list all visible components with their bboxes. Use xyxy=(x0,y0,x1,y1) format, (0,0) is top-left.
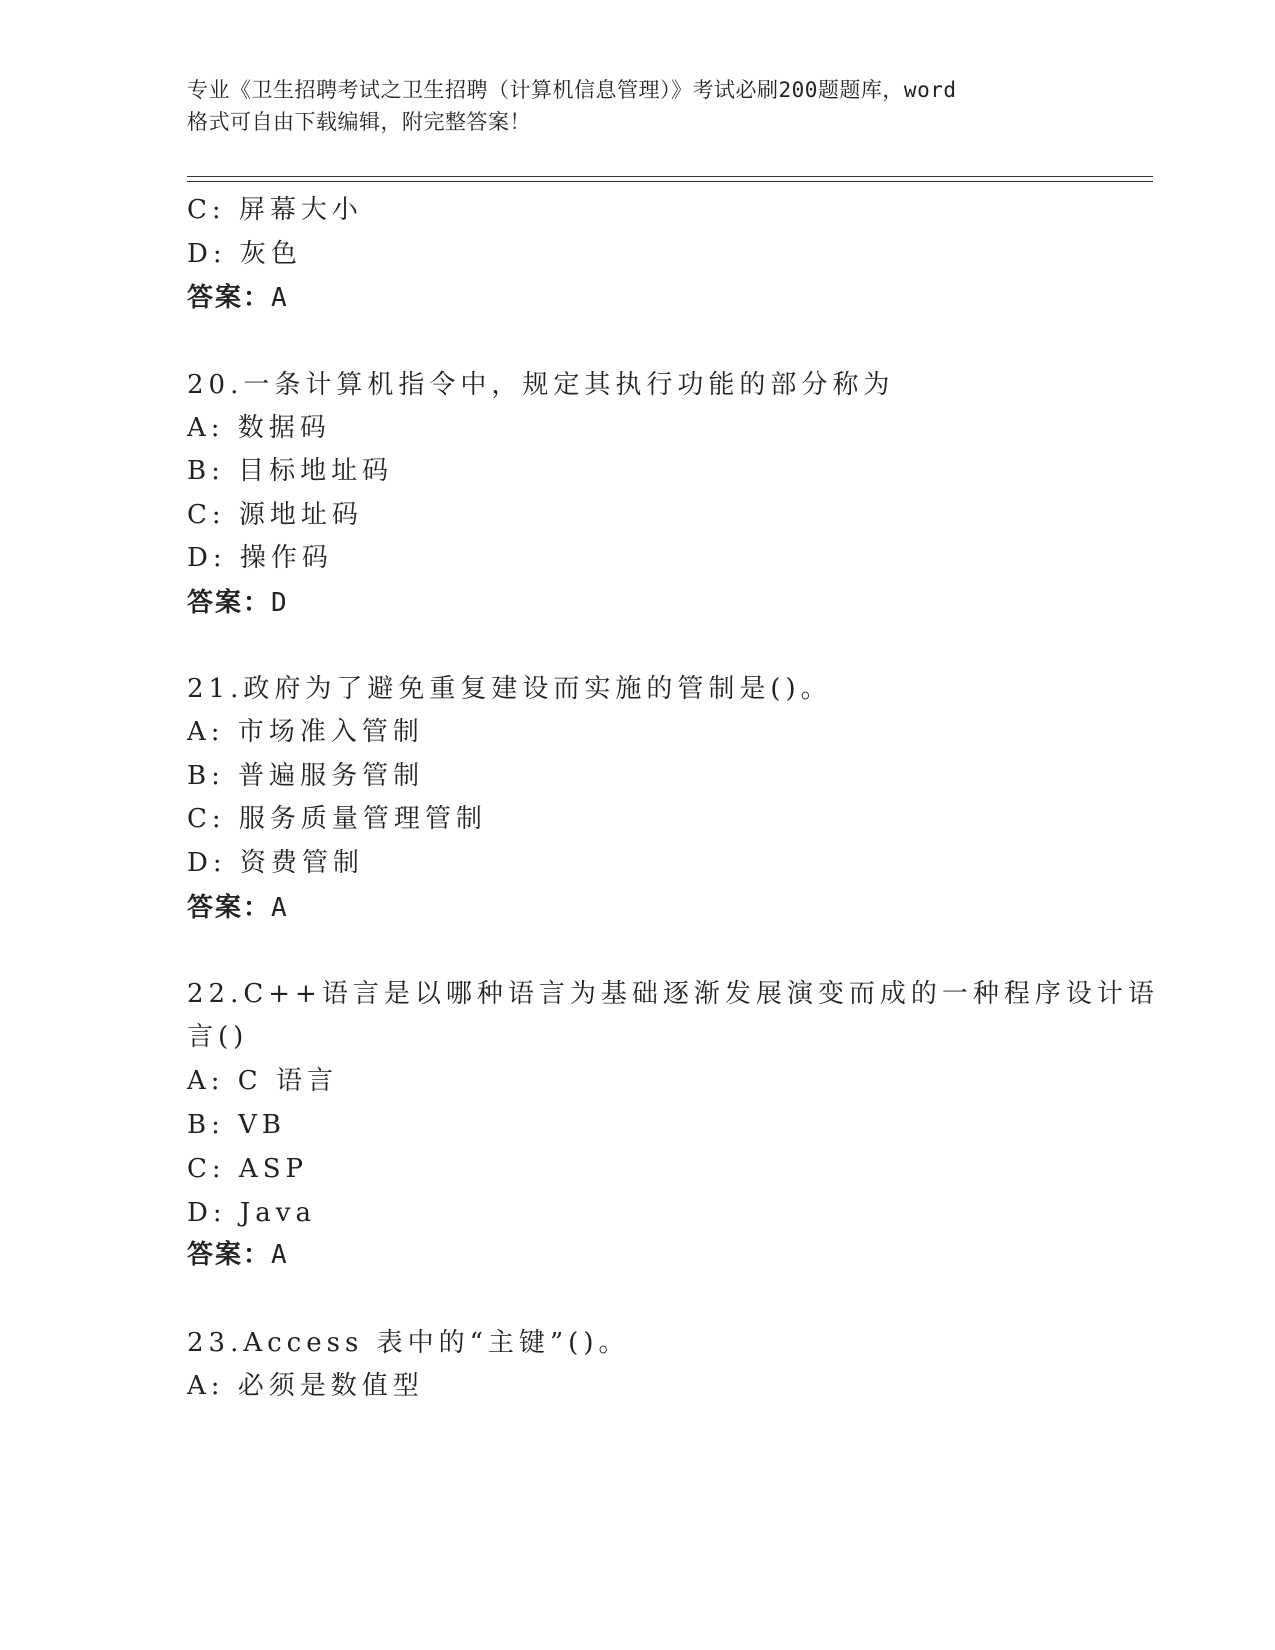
header-title-line-2: 格式可自由下载编辑，附完整答案！ xyxy=(187,110,531,134)
header-divider-bottom xyxy=(187,181,1153,182)
q22-answer xyxy=(187,1239,289,1271)
q19-answer-label: 答案： xyxy=(187,283,272,313)
q20-option-a: A: 数据码 xyxy=(187,413,331,443)
q20-answer-label: 答案： xyxy=(187,588,272,618)
q21-answer xyxy=(187,892,289,924)
q20-question: 20.一条计算机指令中，规定其执行功能的部分称为 xyxy=(187,370,895,400)
q21-answer-value: A xyxy=(271,893,289,923)
q22-answer-label: 答案： xyxy=(187,1240,272,1270)
q22-option-c: C: ASP xyxy=(187,1154,308,1184)
document-header xyxy=(187,74,1087,138)
q22-option-d: D: Java xyxy=(187,1198,316,1228)
q23-option-a: A: 必须是数值型 xyxy=(187,1371,424,1401)
header-title-line-1: 专业《卫生招聘考试之卫生招聘（计算机信息管理）》考试必刷200题题库，word xyxy=(187,78,957,102)
q19-answer xyxy=(187,282,289,314)
q19-option-c: C: 屏幕大小 xyxy=(187,195,363,225)
q20-option-d: D: 操作码 xyxy=(187,543,333,573)
q20-option-c: C: 源地址码 xyxy=(187,500,363,530)
q20-answer-value: D xyxy=(271,588,289,618)
q22-answer-value: A xyxy=(271,1240,289,1270)
q21-answer-label: 答案： xyxy=(187,893,272,923)
q21-option-a: A: 市场准入管制 xyxy=(187,717,424,747)
q22-option-b: B: VB xyxy=(187,1110,287,1140)
q20-answer xyxy=(187,587,289,619)
q22-question-line-1: 22.C++语言是以哪种语言为基础逐渐发展演变而成的一种程序设计语 xyxy=(187,979,1159,1009)
q19-option-d: D: 灰色 xyxy=(187,239,302,269)
q21-option-d: D: 资费管制 xyxy=(187,848,364,878)
q20-option-b: B: 目标地址码 xyxy=(187,456,394,486)
header-divider-top xyxy=(187,176,1153,177)
q22-option-a: A: C 语言 xyxy=(187,1066,338,1096)
q21-option-c: C: 服务质量管理管制 xyxy=(187,804,487,834)
q21-option-b: B: 普遍服务管制 xyxy=(187,761,425,791)
q22-question-line-2: 言() xyxy=(187,1022,249,1052)
q19-answer-value: A xyxy=(271,283,289,313)
q23-question: 23.Access 表中的“主键”()。 xyxy=(187,1328,630,1358)
q21-question: 21.政府为了避免重复建设而实施的管制是()。 xyxy=(187,674,832,704)
